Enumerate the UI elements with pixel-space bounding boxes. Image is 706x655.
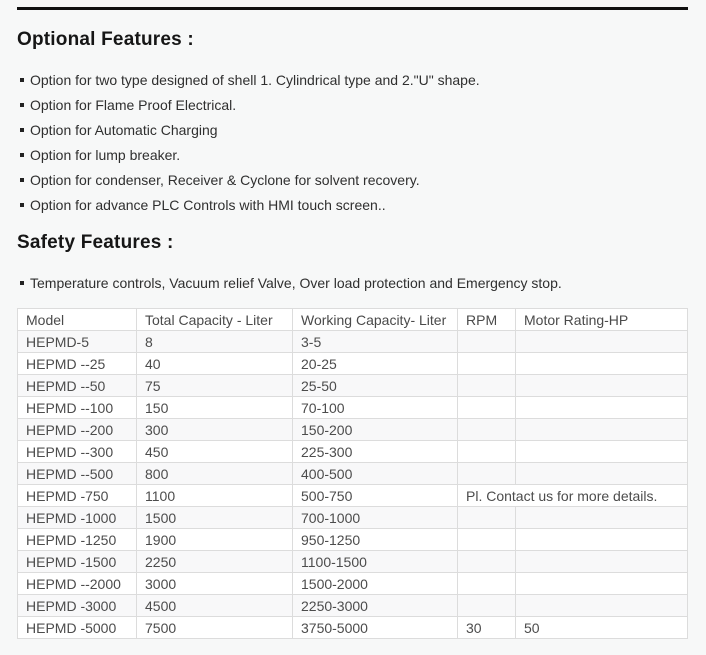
header-model: Model [18,309,137,331]
cell-total-capacity: 4500 [137,595,293,617]
table-row [18,617,688,639]
cell-total-capacity: 8 [137,331,293,353]
table-row [18,485,688,507]
cell-rpm [458,375,516,397]
table-row [18,595,688,617]
cell-working-capacity: 950-1250 [293,529,458,551]
cell-rpm [458,507,516,529]
table-row [18,419,688,441]
cell-rpm [458,441,516,463]
cell-model: HEPMD -750 [18,485,137,507]
table-row [18,529,688,551]
cell-motor-rating [516,375,688,397]
cell-motor-rating [516,397,688,419]
cell-rpm [458,331,516,353]
cell-rpm [458,573,516,595]
table-header-row [18,309,688,331]
cell-total-capacity: 75 [137,375,293,397]
cell-model: HEPMD --25 [18,353,137,375]
table-row [18,397,688,419]
cell-working-capacity: 400-500 [293,463,458,485]
list-item: Temperature controls, Vacuum relief Valve, Over load protection and Emergency stop. [30,276,706,291]
cell-motor-rating [516,595,688,617]
table-row [18,441,688,463]
cell-model: HEPMD --500 [18,463,137,485]
cell-model: HEPMD -1500 [18,551,137,573]
cell-motor-rating: 50 [516,617,688,639]
cell-model: HEPMD -1250 [18,529,137,551]
list-item: Option for two type designed of shell 1. Cylindrical type and 2."U" shape. [30,73,706,88]
table-row [18,463,688,485]
cell-motor-rating [516,529,688,551]
top-divider [17,7,688,10]
cell-rpm: 30 [458,617,516,639]
cell-total-capacity: 800 [137,463,293,485]
cell-motor-rating [516,353,688,375]
cell-model: HEPMD --50 [18,375,137,397]
cell-model: HEPMD -5000 [18,617,137,639]
cell-total-capacity: 1500 [137,507,293,529]
optional-features-title: Optional Features : [17,29,194,50]
table-row [18,353,688,375]
header-working-capacity: Working Capacity- Liter [293,309,458,331]
cell-rpm [458,353,516,375]
cell-working-capacity: 500-750 [293,485,458,507]
cell-motor-rating [516,573,688,595]
cell-working-capacity: 225-300 [293,441,458,463]
cell-rpm [458,595,516,617]
list-item: Option for condenser, Receiver & Cyclone for solvent recovery. [30,173,706,188]
list-item: Option for lump breaker. [30,148,706,163]
cell-working-capacity: 150-200 [293,419,458,441]
table-row [18,375,688,397]
cell-total-capacity: 7500 [137,617,293,639]
cell-rpm [458,463,516,485]
cell-model: HEPMD-5 [18,331,137,353]
cell-motor-rating [516,507,688,529]
cell-working-capacity: 25-50 [293,375,458,397]
optional-features-list [17,73,706,213]
safety-features-list [17,276,706,291]
cell-model: HEPMD --2000 [18,573,137,595]
table-row [18,331,688,353]
cell-motor-rating [516,419,688,441]
table-row [18,573,688,595]
cell-working-capacity: 1500-2000 [293,573,458,595]
cell-working-capacity: 2250-3000 [293,595,458,617]
cell-total-capacity: 40 [137,353,293,375]
cell-total-capacity: 300 [137,419,293,441]
cell-working-capacity: 20-25 [293,353,458,375]
list-item: Option for advance PLC Controls with HMI touch screen.. [30,198,706,213]
cell-total-capacity: 3000 [137,573,293,595]
cell-model: HEPMD -3000 [18,595,137,617]
cell-motor-rating [516,551,688,573]
cell-motor-rating [516,441,688,463]
header-rpm: RPM [458,309,516,331]
header-total-capacity: Total Capacity - Liter [137,309,293,331]
cell-working-capacity: 70-100 [293,397,458,419]
cell-total-capacity: 450 [137,441,293,463]
cell-working-capacity: 3-5 [293,331,458,353]
cell-working-capacity: 3750-5000 [293,617,458,639]
cell-motor-rating [516,463,688,485]
cell-rpm [458,419,516,441]
table-body [18,331,688,639]
cell-contact-note: Pl. Contact us for more details. [458,485,688,507]
table-row [18,551,688,573]
header-motor-rating: Motor Rating-HP [516,309,688,331]
cell-rpm [458,551,516,573]
cell-working-capacity: 1100-1500 [293,551,458,573]
cell-rpm [458,529,516,551]
cell-working-capacity: 700-1000 [293,507,458,529]
cell-rpm [458,397,516,419]
cell-total-capacity: 1100 [137,485,293,507]
product-spec-page [0,7,706,655]
cell-model: HEPMD -1000 [18,507,137,529]
list-item: Option for Flame Proof Electrical. [30,98,706,113]
cell-model: HEPMD --300 [18,441,137,463]
cell-model: HEPMD --200 [18,419,137,441]
safety-features-title: Safety Features : [17,232,174,253]
cell-total-capacity: 1900 [137,529,293,551]
cell-total-capacity: 2250 [137,551,293,573]
cell-model: HEPMD --100 [18,397,137,419]
cell-motor-rating [516,331,688,353]
cell-total-capacity: 150 [137,397,293,419]
list-item: Option for Automatic Charging [30,123,706,138]
capacity-spec-table [17,308,688,639]
table-row [18,507,688,529]
